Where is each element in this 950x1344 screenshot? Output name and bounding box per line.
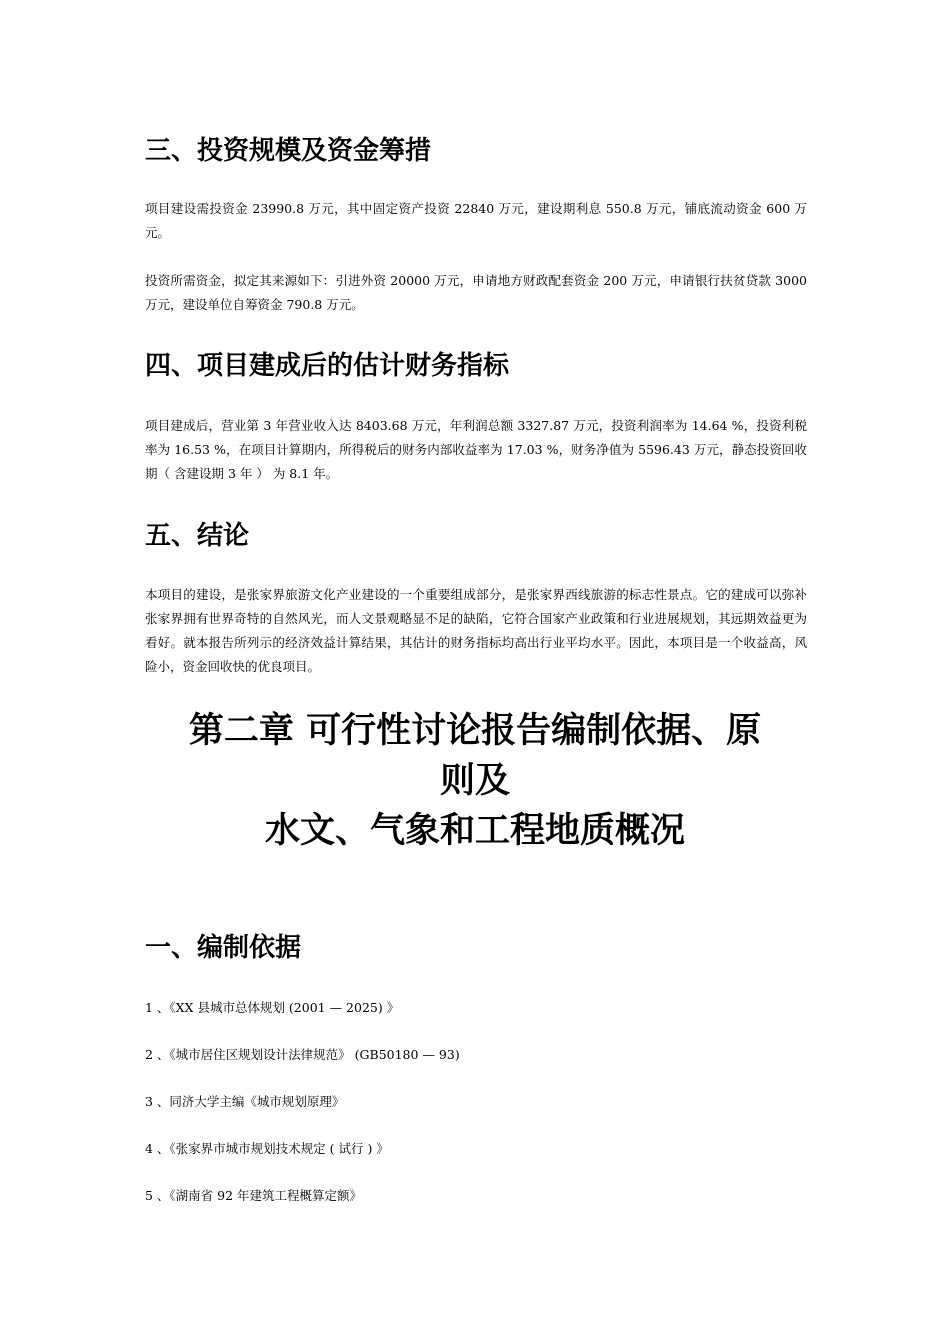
reference-item: 3 、同济大学主编《城市规划原理》	[145, 1094, 345, 1109]
paragraph-financial-indicators: 项目建成后，营业第 3 年营业收入达 8403.68 万元，年利润总额 3327.87 万元，投资利润率为 14.64 %，投资利税率为 16.53 %，在项目计算期内，所得税后的财务内部收益率为 17.03 %，财务净值为 5596.43 万元，静态投资回收期（ 含建设期 3 年 ） 为 8.1 年。	[145, 418, 807, 481]
section-heading-financial-indicators: 四、项目建成后的估计财务指标	[145, 351, 510, 381]
section-heading-conclusion: 五、结论	[145, 521, 250, 551]
chapter-title-line-1: 第二章 可行性讨论报告编制依据、原	[188, 710, 762, 751]
paragraph-investment-sources: 投资所需资金，拟定其来源如下：引进外资 20000 万元，申请地方财政配套资金 200 万元，申请银行扶贫贷款 3000 万元，建设单位自筹资金 790.8 万元。	[145, 273, 807, 312]
section-heading-investment: 三、投资规模及资金筹措	[145, 136, 432, 166]
chapter-title	[120, 706, 830, 856]
chapter-title-line-2: 则及	[439, 760, 510, 801]
section-heading-basis: 一、编制依据	[145, 933, 302, 963]
reference-item: 2 、《城市居住区规划设计法律规范》 (GB50180 — 93)	[145, 1047, 460, 1062]
paragraph-investment-total: 项目建设需投资金 23990.8 万元，其中固定资产投资 22840 万元，建设期利息 550.8 万元，铺底流动资金 600 万元。	[145, 201, 807, 240]
reference-item: 5 、《湖南省 92 年建筑工程概算定额》	[145, 1188, 363, 1203]
reference-item: 1 、《XX 县城市总体规划 (2001 — 2025) 》	[145, 1000, 400, 1015]
paragraph-conclusion: 本项目的建设，是张家界旅游文化产业建设的一个重要组成部分，是张家界西线旅游的标志性景点。它的建成可以弥补张家界拥有世界奇特的自然风光，而人文景观略显不足的缺陷，它符合国家产业政策和行业进展规划，其远期效益更为看好。就本报告所列示的经济效益计算结果，其估计的财务指标均高出行业平均水平。因此，本项目是一个收益高，风险小，资金回收快的优良项目。	[145, 587, 807, 674]
reference-item: 4 、《张家界市城市规划技术规定 ( 试行 ) 》	[145, 1141, 389, 1156]
chapter-title-line-3: 水文、气象和工程地质概况	[264, 810, 685, 851]
